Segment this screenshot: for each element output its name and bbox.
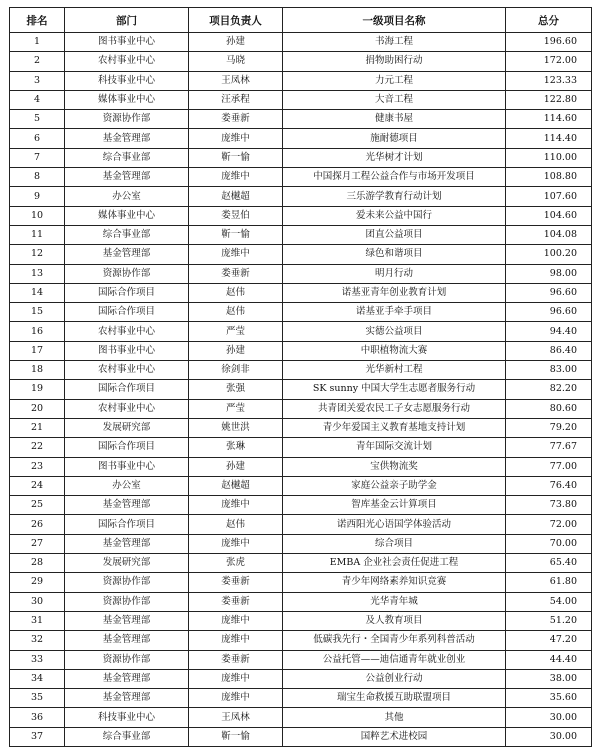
cell-project: 中职植物流大赛	[283, 341, 506, 360]
table-row	[10, 361, 592, 380]
cell-department: 农村事业中心	[65, 322, 189, 341]
cell-score: 100.20	[506, 245, 592, 264]
cell-department: 农村事业中心	[65, 361, 189, 380]
cell-rank: 19	[10, 380, 65, 399]
cell-project: 光华青年城	[283, 592, 506, 611]
header-owner: 项目负责人	[189, 8, 283, 33]
cell-project: 低碳我先行・全国青少年系列科普活动	[283, 631, 506, 650]
cell-owner: 孙建	[189, 457, 283, 476]
cell-department: 办公室	[65, 187, 189, 206]
cell-owner: 庞维中	[189, 669, 283, 688]
table-row	[10, 322, 592, 341]
table-row	[10, 90, 592, 109]
cell-project: 综合项目	[283, 534, 506, 553]
cell-owner: 孙建	[189, 33, 283, 52]
cell-department: 国际合作项目	[65, 303, 189, 322]
cell-score: 79.20	[506, 418, 592, 437]
table-row	[10, 554, 592, 573]
cell-owner: 王凤林	[189, 708, 283, 727]
table-row	[10, 496, 592, 515]
cell-department: 发展研究部	[65, 554, 189, 573]
table-row	[10, 71, 592, 90]
table-row	[10, 708, 592, 727]
cell-owner: 马晓	[189, 52, 283, 71]
cell-score: 35.60	[506, 689, 592, 708]
cell-project: 绿色和谐项目	[283, 245, 506, 264]
cell-owner: 庞维中	[189, 611, 283, 630]
cell-department: 图书事业中心	[65, 33, 189, 52]
cell-project: 诺基亚青年创业教育计划	[283, 283, 506, 302]
cell-owner: 娄垂新	[189, 592, 283, 611]
cell-owner: 靳一愉	[189, 148, 283, 167]
table-row	[10, 592, 592, 611]
cell-rank: 21	[10, 418, 65, 437]
cell-owner: 庞维中	[189, 631, 283, 650]
cell-department: 资源协作部	[65, 573, 189, 592]
cell-rank: 22	[10, 438, 65, 457]
cell-score: 83.00	[506, 361, 592, 380]
cell-project: 青少年爱国主义教育基地支持计划	[283, 418, 506, 437]
cell-owner: 徐剑非	[189, 361, 283, 380]
cell-department: 国际合作项目	[65, 283, 189, 302]
table-row	[10, 418, 592, 437]
cell-department: 国际合作项目	[65, 380, 189, 399]
cell-owner: 娄垂新	[189, 650, 283, 669]
cell-score: 61.80	[506, 573, 592, 592]
cell-rank: 18	[10, 361, 65, 380]
cell-project: 书海工程	[283, 33, 506, 52]
cell-rank: 25	[10, 496, 65, 515]
cell-project: 爱未来公益中国行	[283, 206, 506, 225]
cell-department: 农村事业中心	[65, 52, 189, 71]
cell-score: 114.40	[506, 129, 592, 148]
cell-owner: 庞维中	[189, 245, 283, 264]
header-department: 部门	[65, 8, 189, 33]
cell-project: SK sunny 中国大学生志愿者服务行动	[283, 380, 506, 399]
cell-rank: 20	[10, 399, 65, 418]
cell-department: 基金管理部	[65, 129, 189, 148]
cell-owner: 庞维中	[189, 689, 283, 708]
cell-score: 114.60	[506, 110, 592, 129]
table-row	[10, 631, 592, 650]
table-row	[10, 399, 592, 418]
cell-owner: 靳一愉	[189, 727, 283, 746]
cell-project: 健康书屋	[283, 110, 506, 129]
cell-score: 122.80	[506, 90, 592, 109]
cell-project: 其他	[283, 708, 506, 727]
table-row	[10, 303, 592, 322]
cell-project: 诺基亚手牵手项目	[283, 303, 506, 322]
cell-rank: 29	[10, 573, 65, 592]
cell-project: 智库基金云计算项目	[283, 496, 506, 515]
cell-project: EMBA 企业社会责任促进工程	[283, 554, 506, 573]
cell-owner: 娄垂新	[189, 573, 283, 592]
table-row	[10, 148, 592, 167]
cell-rank: 12	[10, 245, 65, 264]
cell-rank: 13	[10, 264, 65, 283]
cell-score: 108.80	[506, 168, 592, 187]
cell-score: 96.60	[506, 283, 592, 302]
cell-department: 基金管理部	[65, 611, 189, 630]
table-row	[10, 283, 592, 302]
cell-owner: 庞维中	[189, 129, 283, 148]
cell-owner: 孙建	[189, 341, 283, 360]
cell-owner: 赵樾超	[189, 187, 283, 206]
cell-owner: 严莹	[189, 322, 283, 341]
cell-project: 青年国际交流计划	[283, 438, 506, 457]
cell-department: 基金管理部	[65, 496, 189, 515]
cell-project: 实德公益项目	[283, 322, 506, 341]
cell-score: 77.00	[506, 457, 592, 476]
cell-score: 38.00	[506, 669, 592, 688]
cell-rank: 27	[10, 534, 65, 553]
cell-project: 诺西阳光心语国学体验活动	[283, 515, 506, 534]
cell-project: 力元工程	[283, 71, 506, 90]
cell-department: 资源协作部	[65, 592, 189, 611]
cell-department: 资源协作部	[65, 264, 189, 283]
cell-project: 施耐德项目	[283, 129, 506, 148]
cell-owner: 娄垂新	[189, 264, 283, 283]
cell-score: 54.00	[506, 592, 592, 611]
cell-department: 综合事业部	[65, 148, 189, 167]
table-row	[10, 689, 592, 708]
cell-rank: 28	[10, 554, 65, 573]
cell-department: 发展研究部	[65, 418, 189, 437]
cell-project: 三乐游学教育行动计划	[283, 187, 506, 206]
cell-owner: 姚世洪	[189, 418, 283, 437]
cell-department: 综合事业部	[65, 225, 189, 244]
table-row	[10, 438, 592, 457]
cell-score: 44.40	[506, 650, 592, 669]
cell-rank: 32	[10, 631, 65, 650]
cell-project: 宝供物流奖	[283, 457, 506, 476]
cell-project: 及人教育项目	[283, 611, 506, 630]
cell-owner: 娄昱伯	[189, 206, 283, 225]
cell-score: 94.40	[506, 322, 592, 341]
table-row	[10, 611, 592, 630]
ranking-table	[9, 7, 592, 747]
cell-department: 媒体事业中心	[65, 90, 189, 109]
cell-owner: 张强	[189, 380, 283, 399]
table-row	[10, 168, 592, 187]
cell-score: 98.00	[506, 264, 592, 283]
cell-project: 共青团关爱农民工子女志愿服务行动	[283, 399, 506, 418]
table-row	[10, 187, 592, 206]
cell-score: 77.67	[506, 438, 592, 457]
cell-score: 72.00	[506, 515, 592, 534]
cell-owner: 王凤林	[189, 71, 283, 90]
cell-rank: 37	[10, 727, 65, 746]
cell-score: 123.33	[506, 71, 592, 90]
cell-owner: 赵伟	[189, 303, 283, 322]
cell-rank: 11	[10, 225, 65, 244]
cell-rank: 10	[10, 206, 65, 225]
cell-rank: 35	[10, 689, 65, 708]
cell-department: 资源协作部	[65, 650, 189, 669]
cell-owner: 严莹	[189, 399, 283, 418]
cell-department: 图书事业中心	[65, 457, 189, 476]
cell-project: 大音工程	[283, 90, 506, 109]
cell-department: 基金管理部	[65, 631, 189, 650]
cell-owner: 赵伟	[189, 283, 283, 302]
cell-project: 国粹艺术进校园	[283, 727, 506, 746]
cell-rank: 4	[10, 90, 65, 109]
cell-project: 瑞宝生命救援互助联盟项目	[283, 689, 506, 708]
table-row	[10, 650, 592, 669]
header-project: 一级项目名称	[283, 8, 506, 33]
cell-department: 图书事业中心	[65, 341, 189, 360]
cell-score: 65.40	[506, 554, 592, 573]
cell-owner: 赵伟	[189, 515, 283, 534]
cell-department: 科技事业中心	[65, 71, 189, 90]
cell-rank: 33	[10, 650, 65, 669]
cell-score: 86.40	[506, 341, 592, 360]
header-row	[10, 8, 592, 33]
cell-score: 172.00	[506, 52, 592, 71]
cell-department: 国际合作项目	[65, 438, 189, 457]
cell-rank: 24	[10, 476, 65, 495]
cell-owner: 庞维中	[189, 496, 283, 515]
table-row	[10, 457, 592, 476]
cell-rank: 16	[10, 322, 65, 341]
cell-rank: 5	[10, 110, 65, 129]
cell-rank: 36	[10, 708, 65, 727]
cell-department: 农村事业中心	[65, 399, 189, 418]
header-rank: 排名	[10, 8, 65, 33]
cell-project: 光华树才计划	[283, 148, 506, 167]
table-row	[10, 476, 592, 495]
cell-rank: 31	[10, 611, 65, 630]
cell-project: 公益托管——迪信通青年就业创业	[283, 650, 506, 669]
cell-department: 国际合作项目	[65, 515, 189, 534]
table-row	[10, 380, 592, 399]
cell-rank: 7	[10, 148, 65, 167]
cell-department: 办公室	[65, 476, 189, 495]
header-score: 总分	[506, 8, 592, 33]
cell-score: 110.00	[506, 148, 592, 167]
cell-rank: 9	[10, 187, 65, 206]
table-row	[10, 206, 592, 225]
cell-project: 青少年网络素养知识竞赛	[283, 573, 506, 592]
table-row	[10, 52, 592, 71]
cell-score: 96.60	[506, 303, 592, 322]
table-row	[10, 341, 592, 360]
cell-project: 团直公益项目	[283, 225, 506, 244]
cell-rank: 1	[10, 33, 65, 52]
cell-score: 82.20	[506, 380, 592, 399]
cell-project: 公益创业行动	[283, 669, 506, 688]
cell-score: 51.20	[506, 611, 592, 630]
cell-score: 76.40	[506, 476, 592, 495]
table-row	[10, 669, 592, 688]
cell-rank: 3	[10, 71, 65, 90]
table-row	[10, 110, 592, 129]
cell-project: 家庭公益亲子助学金	[283, 476, 506, 495]
cell-department: 媒体事业中心	[65, 206, 189, 225]
cell-department: 基金管理部	[65, 669, 189, 688]
cell-department: 基金管理部	[65, 534, 189, 553]
cell-department: 基金管理部	[65, 689, 189, 708]
cell-score: 104.60	[506, 206, 592, 225]
cell-rank: 14	[10, 283, 65, 302]
cell-score: 47.20	[506, 631, 592, 650]
cell-score: 30.00	[506, 708, 592, 727]
cell-score: 104.08	[506, 225, 592, 244]
cell-score: 107.60	[506, 187, 592, 206]
cell-department: 资源协作部	[65, 110, 189, 129]
cell-rank: 23	[10, 457, 65, 476]
cell-project: 中国探月工程公益合作与市场开发项目	[283, 168, 506, 187]
cell-owner: 汪承程	[189, 90, 283, 109]
cell-score: 80.60	[506, 399, 592, 418]
cell-department: 基金管理部	[65, 245, 189, 264]
cell-project: 捐物助困行动	[283, 52, 506, 71]
table-row	[10, 225, 592, 244]
cell-project: 明月行动	[283, 264, 506, 283]
table-body	[10, 33, 592, 747]
table-row	[10, 245, 592, 264]
cell-score: 196.60	[506, 33, 592, 52]
cell-project: 光华新村工程	[283, 361, 506, 380]
cell-owner: 娄垂新	[189, 110, 283, 129]
table-row	[10, 727, 592, 746]
cell-owner: 庞维中	[189, 168, 283, 187]
cell-rank: 8	[10, 168, 65, 187]
cell-owner: 张虎	[189, 554, 283, 573]
cell-rank: 2	[10, 52, 65, 71]
cell-owner: 庞维中	[189, 534, 283, 553]
cell-rank: 26	[10, 515, 65, 534]
cell-rank: 6	[10, 129, 65, 148]
cell-rank: 17	[10, 341, 65, 360]
table-row	[10, 515, 592, 534]
table-row	[10, 129, 592, 148]
cell-rank: 30	[10, 592, 65, 611]
cell-owner: 张琳	[189, 438, 283, 457]
table-row	[10, 264, 592, 283]
cell-rank: 15	[10, 303, 65, 322]
table-row	[10, 573, 592, 592]
cell-owner: 靳一愉	[189, 225, 283, 244]
cell-department: 综合事业部	[65, 727, 189, 746]
cell-department: 基金管理部	[65, 168, 189, 187]
cell-owner: 赵樾超	[189, 476, 283, 495]
cell-score: 73.80	[506, 496, 592, 515]
cell-rank: 34	[10, 669, 65, 688]
cell-score: 30.00	[506, 727, 592, 746]
cell-department: 科技事业中心	[65, 708, 189, 727]
cell-score: 70.00	[506, 534, 592, 553]
table-row	[10, 534, 592, 553]
table-row	[10, 33, 592, 52]
